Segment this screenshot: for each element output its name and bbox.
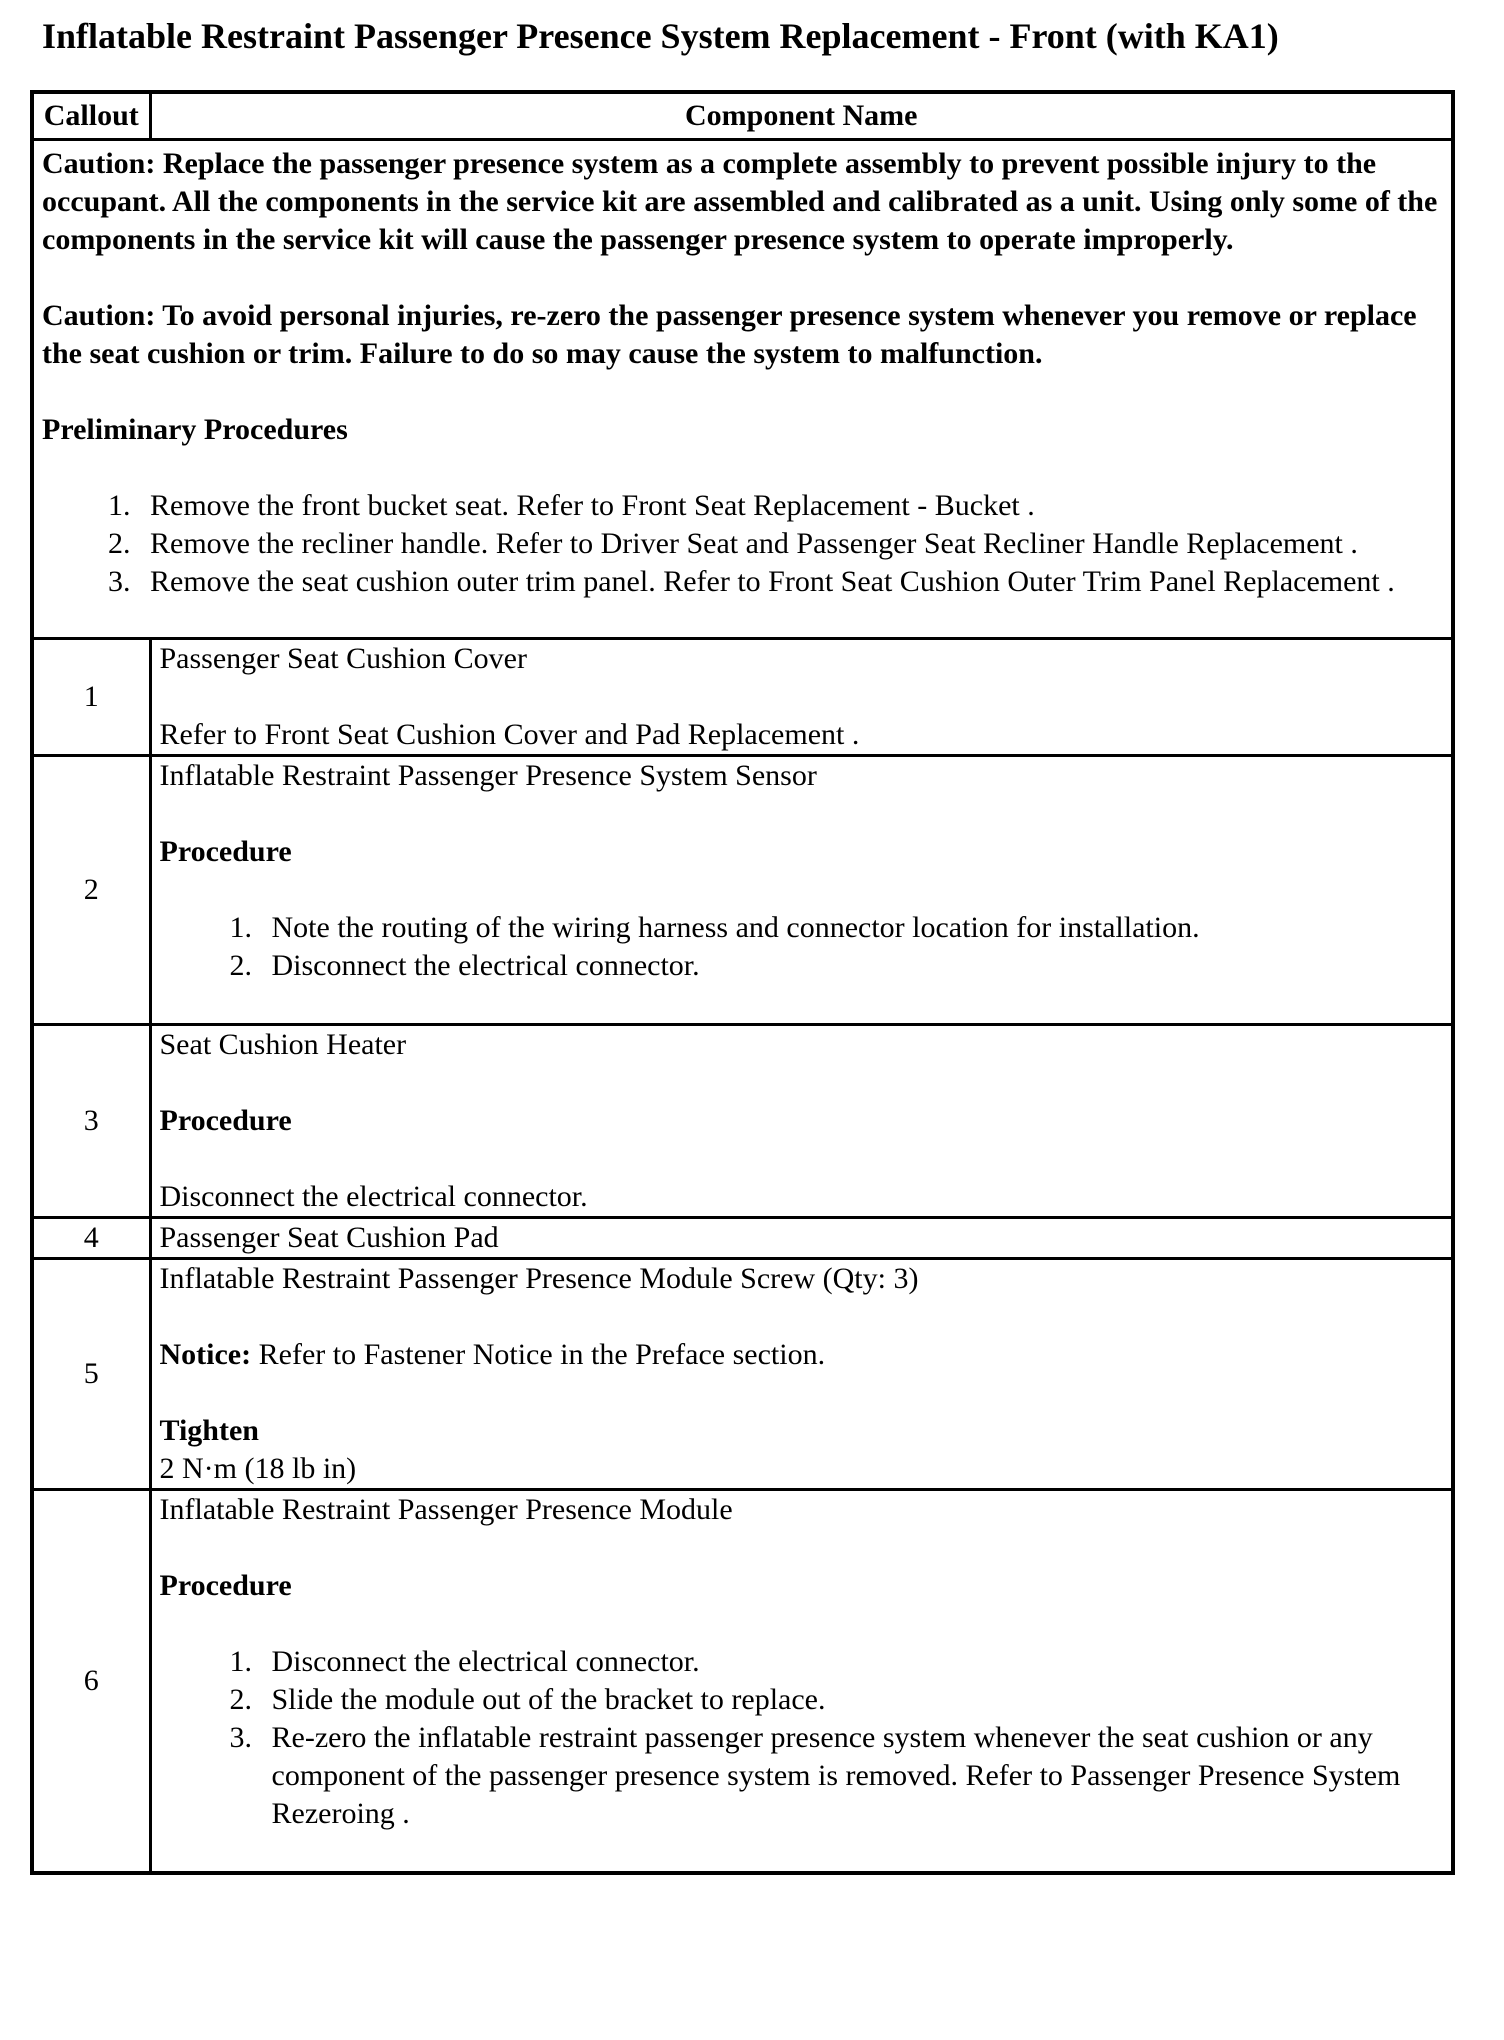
callout-number: 1 xyxy=(32,639,150,756)
caution-rezero: Caution: To avoid personal injuries, re-zero the passenger presence system whenever you remove or replace the seat cushion or trim. Failure to do so may cause the system to malfunction. xyxy=(42,299,1417,370)
callout-number: 6 xyxy=(32,1490,150,1874)
component-name: Passenger Seat Cushion Pad xyxy=(159,1221,499,1254)
tighten-value: 2 N·m (18 lb in) xyxy=(159,1452,357,1485)
callout-number: 4 xyxy=(32,1218,150,1259)
tighten-label: Tighten xyxy=(159,1414,259,1447)
page-title: Inflatable Restraint Passenger Presence System Replacement - Front (with KA1) xyxy=(42,16,1279,56)
procedure-label: Procedure xyxy=(159,835,292,868)
component-cell xyxy=(150,1259,1453,1490)
list-item: 1. Remove the front bucket seat. Refer to Front Seat Replacement - Bucket . xyxy=(138,487,1443,525)
component-cell xyxy=(150,1025,1453,1218)
component-note: Refer to Front Seat Cushion Cover and Pad Replacement . xyxy=(159,718,860,751)
table-row xyxy=(32,756,1453,1025)
component-cell xyxy=(150,1490,1453,1874)
header-callout: Callout xyxy=(32,92,150,140)
header-component-name: Component Name xyxy=(150,92,1453,140)
list-item: 1. Disconnect the electrical connector. xyxy=(260,1643,1444,1681)
component-cell xyxy=(150,1218,1453,1259)
component-name: Inflatable Restraint Passenger Presence Module Screw (Qty: 3) xyxy=(159,1262,919,1295)
intro-cell xyxy=(32,140,1453,639)
table-row xyxy=(32,1218,1453,1259)
components-table xyxy=(30,90,1455,1875)
table-row xyxy=(32,1259,1453,1490)
list-item: 2. Disconnect the electrical connector. xyxy=(260,947,1444,985)
component-name: Inflatable Restraint Passenger Presence System Sensor xyxy=(159,759,817,792)
notice-label: Notice: xyxy=(159,1338,252,1371)
preliminary-steps xyxy=(42,487,1443,601)
procedure-label: Procedure xyxy=(159,1104,292,1137)
list-item: 3. Re-zero the inflatable restraint passenger presence system whenever the seat cushion or any component of the passenger presence system is removed. Refer to Passenger Presence System Rezeroing . xyxy=(260,1719,1444,1833)
component-name: Passenger Seat Cushion Cover xyxy=(159,642,527,675)
procedure-label: Procedure xyxy=(159,1569,292,1602)
component-name: Inflatable Restraint Passenger Presence Module xyxy=(159,1493,733,1526)
list-item: 2. Remove the recliner handle. Refer to Driver Seat and Passenger Seat Recliner Handle Replacement . xyxy=(138,525,1443,563)
table-row xyxy=(32,1490,1453,1874)
header-row xyxy=(32,92,1453,140)
callout-number: 2 xyxy=(32,756,150,1025)
list-item: 1. Note the routing of the wiring harness and connector location for installation. xyxy=(260,909,1444,947)
preliminary-heading: Preliminary Procedures xyxy=(42,413,348,446)
table-row xyxy=(32,639,1453,756)
caution-assembly: Caution: Replace the passenger presence system as a complete assembly to prevent possible injury to the occupant. All the components in the service kit are assembled and calibrated as a unit. Using only some of the components in the service kit will cause the passenger presence system to operate improperly. xyxy=(42,147,1438,256)
intro-row xyxy=(32,140,1453,639)
callout-number: 5 xyxy=(32,1259,150,1490)
callout-number: 3 xyxy=(32,1025,150,1218)
component-name: Seat Cushion Heater xyxy=(159,1028,407,1061)
procedure-steps xyxy=(160,1643,1444,1833)
component-note: Disconnect the electrical connector. xyxy=(159,1180,588,1213)
component-cell xyxy=(150,639,1453,756)
table-row xyxy=(32,1025,1453,1218)
list-item: 2. Slide the module out of the bracket to replace. xyxy=(260,1681,1444,1719)
component-cell xyxy=(150,756,1453,1025)
notice-line xyxy=(160,1336,1444,1374)
procedure-steps xyxy=(160,909,1444,985)
list-item: 3. Remove the seat cushion outer trim panel. Refer to Front Seat Cushion Outer Trim Panel Replacement . xyxy=(138,563,1443,601)
notice-text: Refer to Fastener Notice in the Preface section. xyxy=(251,1338,826,1371)
